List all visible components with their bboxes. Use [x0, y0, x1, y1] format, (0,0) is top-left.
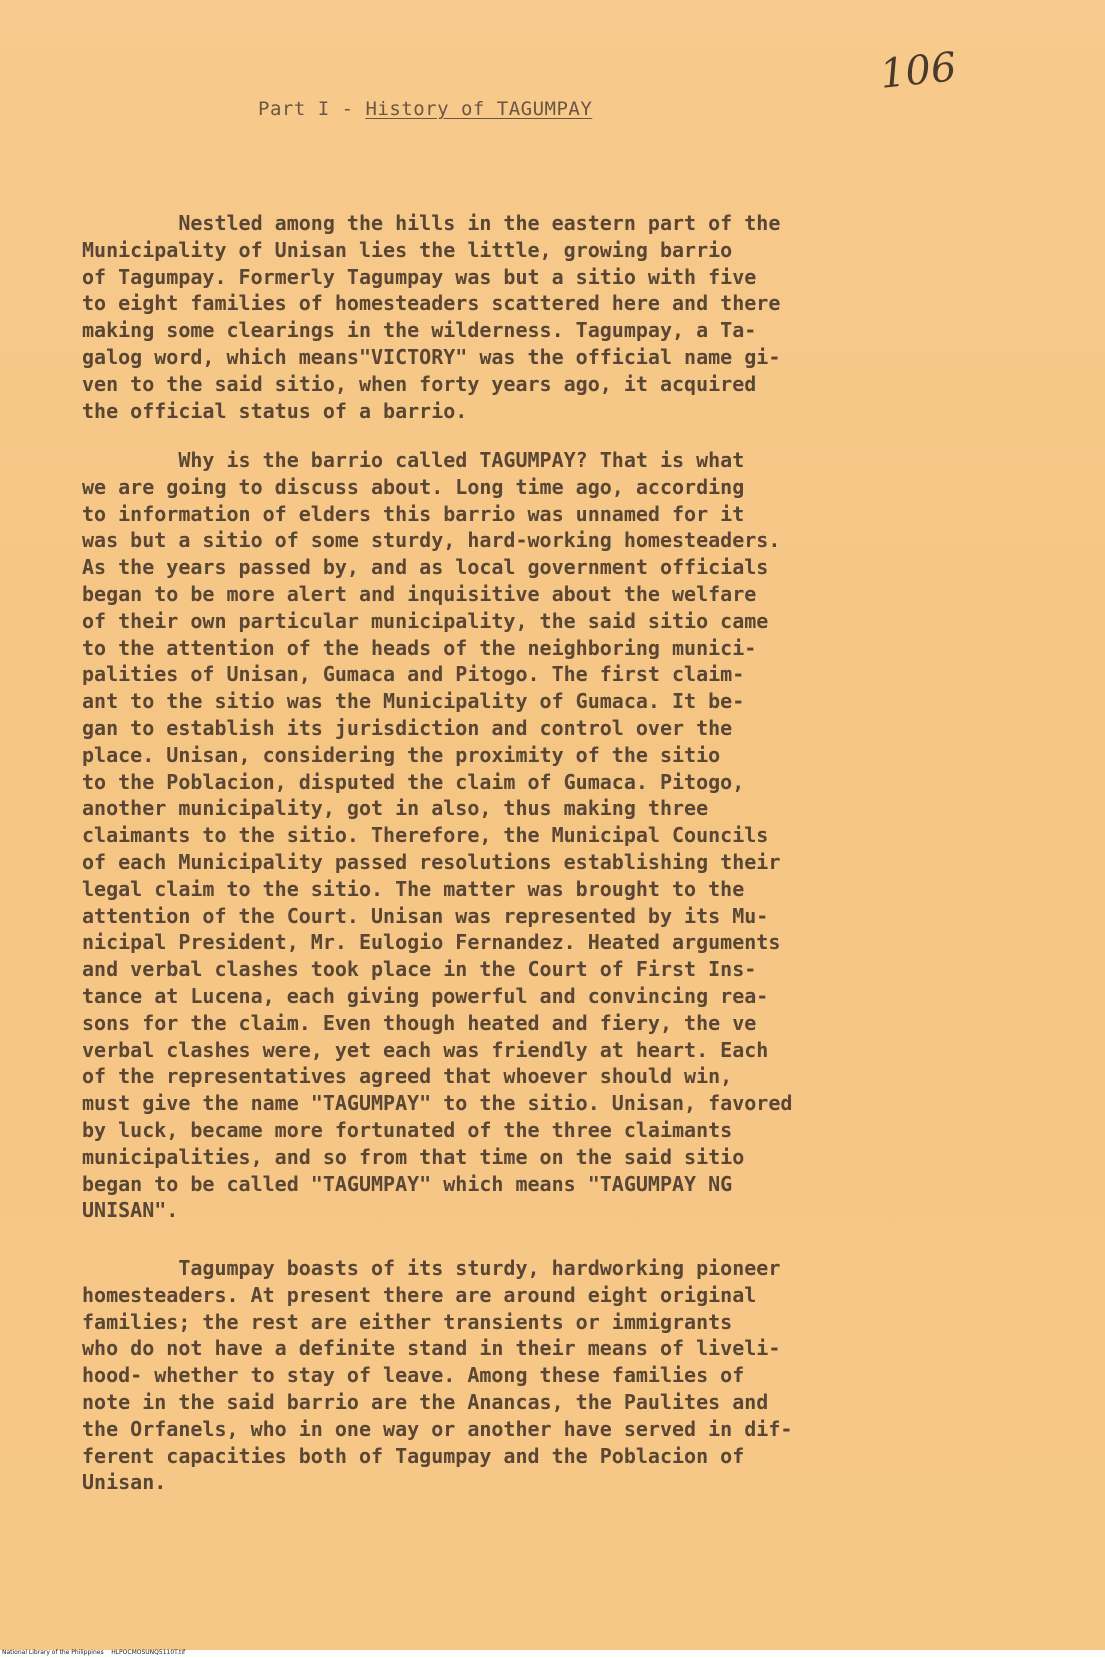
text-line: we are going to discuss about. Long time ago, according: [82, 474, 745, 499]
text-line: was but a sitio of some sturdy, hard-working homesteaders.: [82, 528, 781, 553]
text-line: making some clearings in the wilderness. Tagumpay, a Ta-: [82, 318, 757, 343]
paragraph-2: [82, 447, 792, 1224]
text-line: attention of the Court. Unisan was represented by its Mu-: [82, 903, 769, 928]
text-line: UNISAN".: [82, 1198, 179, 1223]
text-line: tance at Lucena, each giving powerful and convincing rea-: [82, 983, 769, 1008]
text-line: Why is the barrio called TAGUMPAY? That is what: [82, 448, 745, 472]
text-line: began to be more alert and inquisitive about the welfare: [82, 581, 757, 606]
text-line: legal claim to the sitio. The matter was brought to the: [82, 876, 745, 901]
text-line: of Tagumpay. Formerly Tagumpay was but a sitio with five: [82, 264, 757, 289]
text-line: began to be called "TAGUMPAY" which means "TAGUMPAY NG: [82, 1171, 733, 1196]
text-line: of each Municipality passed resolutions establishing their: [82, 849, 781, 874]
text-line: sons for the claim. Even though heated and fiery, the ve: [82, 1010, 757, 1035]
paragraph-1: [82, 210, 780, 424]
text-line: galog word, which means"VICTORY" was the official name gi-: [82, 344, 781, 369]
text-line: to information of elders this barrio was unnamed for it: [82, 501, 745, 526]
text-line: the Orfanels, who in one way or another have served in dif-: [82, 1416, 793, 1441]
title-prefix: Part I -: [258, 98, 366, 120]
text-line: Nestled among the hills in the eastern part of the: [82, 211, 781, 235]
text-line: verbal clashes were, yet each was friendly at heart. Each: [82, 1037, 769, 1062]
text-line: note in the said barrio are the Anancas, the Paulites and: [82, 1389, 769, 1414]
text-line: hood- whether to stay of leave. Among these families of: [82, 1363, 745, 1388]
text-line: to the Poblacion, disputed the claim of Gumaca. Pitogo,: [82, 769, 745, 794]
text-line: municipalities, and so from that time on the said sitio: [82, 1144, 745, 1169]
text-line: ferent capacities both of Tagumpay and the Poblacion of: [82, 1443, 745, 1468]
text-line: ven to the said sitio, when forty years ago, it acquired: [82, 371, 757, 396]
text-line: place. Unisan, considering the proximity of the sitio: [82, 742, 721, 767]
text-line: to the attention of the heads of the neighboring munici-: [82, 635, 757, 660]
text-line: and verbal clashes took place in the Court of First Ins-: [82, 957, 757, 982]
footer-caption: National Library of the Philippines HLPOCMOSUNQ5110T.tif: [2, 1649, 186, 1656]
text-line: who do not have a definite stand in their means of liveli-: [82, 1336, 781, 1361]
text-line: the official status of a barrio.: [82, 398, 468, 423]
text-line: homesteaders. At present there are around eight original: [82, 1282, 757, 1307]
page-title: [258, 98, 592, 120]
text-line: palities of Unisan, Gumaca and Pitogo. The first claim-: [82, 662, 745, 687]
text-line: by luck, became more fortunated of the three claimants: [82, 1117, 733, 1142]
text-line: Municipality of Unisan lies the little, growing barrio: [82, 237, 733, 262]
text-line: Tagumpay boasts of its sturdy, hardworking pioneer: [82, 1256, 781, 1280]
text-line: nicipal President, Mr. Eulogio Fernandez. Heated arguments: [82, 930, 781, 955]
text-line: As the years passed by, and as local government officials: [82, 555, 769, 580]
text-line: claimants to the sitio. Therefore, the Municipal Councils: [82, 823, 769, 848]
text-line: to eight families of homesteaders scattered here and there: [82, 291, 781, 316]
text-line: another municipality, got in also, thus making three: [82, 796, 709, 821]
title-underlined: History of TAGUMPAY: [365, 98, 593, 120]
text-line: gan to establish its jurisdiction and control over the: [82, 715, 733, 740]
page-number: 106: [877, 44, 959, 98]
text-line: must give the name "TAGUMPAY" to the sitio. Unisan, favored: [82, 1091, 793, 1116]
text-line: Unisan.: [82, 1470, 167, 1495]
text-line: families; the rest are either transients or immigrants: [82, 1309, 733, 1334]
text-line: of the representatives agreed that whoever should win,: [82, 1064, 733, 1089]
paragraph-3: [82, 1255, 792, 1496]
text-line: of their own particular municipality, the said sitio came: [82, 608, 769, 633]
text-line: ant to the sitio was the Municipality of Gumaca. It be-: [82, 689, 745, 714]
